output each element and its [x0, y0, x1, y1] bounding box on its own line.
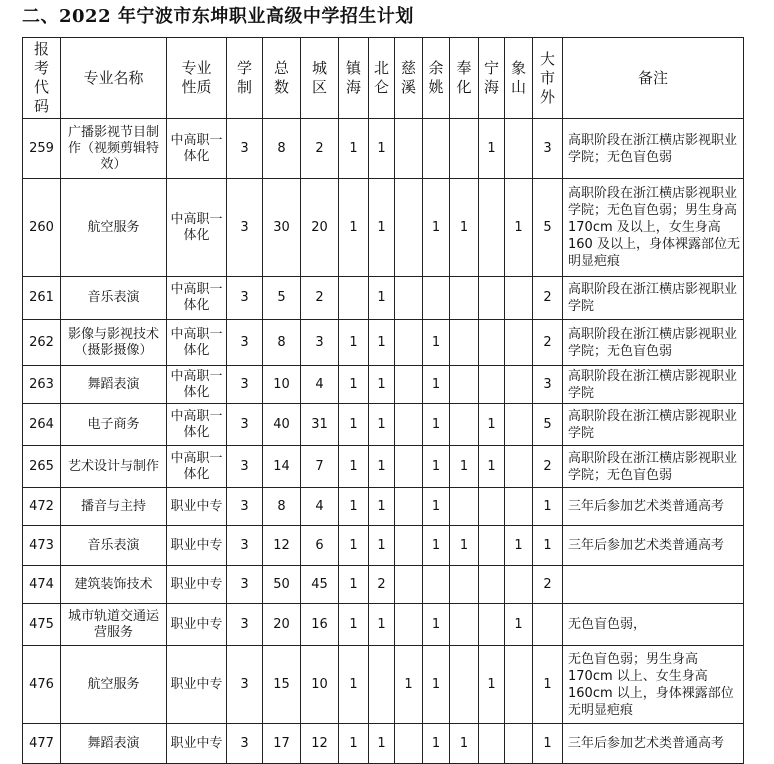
- code-cell: 261: [23, 277, 61, 320]
- fenghua-cell: 1: [450, 724, 479, 764]
- nature-cell: 中高职一体化: [167, 320, 227, 366]
- urban-cell: 2: [301, 277, 339, 320]
- urban-cell: 20: [301, 179, 339, 277]
- years-cell: 3: [227, 526, 263, 566]
- header-years: 学制: [227, 38, 263, 119]
- remarks-cell: 高职阶段在浙江横店影视职业学院；无色盲色弱；男生身高 170cm 及以上，女生身高 160 及以上，身体裸露部位无明显疤痕: [563, 179, 744, 277]
- fenghua-cell: [450, 604, 479, 646]
- urban-cell: 4: [301, 366, 339, 404]
- cixi-cell: [395, 277, 423, 320]
- beilun-cell: 1: [369, 604, 395, 646]
- nature-cell: 中高职一体化: [167, 119, 227, 179]
- ninghai-cell: [479, 526, 505, 566]
- zhenhai-cell: 1: [339, 404, 369, 446]
- zhenhai-cell: 1: [339, 366, 369, 404]
- header-fenghua: 奉化: [450, 38, 479, 119]
- fenghua-cell: [450, 320, 479, 366]
- table-row: [23, 320, 744, 366]
- yuyao-cell: 1: [423, 488, 450, 526]
- remarks-cell: 三年后参加艺术类普通高考: [563, 724, 744, 764]
- remarks-cell: [563, 566, 744, 604]
- beilun-cell: 1: [369, 404, 395, 446]
- name-cell: 广播影视节目制作（视频剪辑特效）: [61, 119, 167, 179]
- fenghua-cell: 1: [450, 446, 479, 488]
- yuyao-cell: 1: [423, 526, 450, 566]
- remarks-cell: 高职阶段在浙江横店影视职业学院: [563, 277, 744, 320]
- page-title: 二、2022 年宁波市东坤职业高级中学招生计划: [22, 6, 414, 27]
- nature-cell: 职业中专: [167, 724, 227, 764]
- outside-cell: 1: [533, 724, 563, 764]
- urban-cell: 45: [301, 566, 339, 604]
- outside-cell: 1: [533, 488, 563, 526]
- total-cell: 20: [263, 604, 301, 646]
- header-name: 专业名称: [61, 38, 167, 119]
- yuyao-cell: 1: [423, 446, 450, 488]
- header-xiangshan: 象山: [505, 38, 533, 119]
- remarks-cell: 高职阶段在浙江横店影视职业学院: [563, 404, 744, 446]
- urban-cell: 6: [301, 526, 339, 566]
- total-cell: 5: [263, 277, 301, 320]
- header-nature: 专业性质: [167, 38, 227, 119]
- nature-cell: 职业中专: [167, 646, 227, 724]
- years-cell: 3: [227, 179, 263, 277]
- yuyao-cell: 1: [423, 724, 450, 764]
- total-cell: 12: [263, 526, 301, 566]
- zhenhai-cell: [339, 277, 369, 320]
- fenghua-cell: 1: [450, 526, 479, 566]
- header-total: 总数: [263, 38, 301, 119]
- beilun-cell: 1: [369, 724, 395, 764]
- remarks-cell: 三年后参加艺术类普通高考: [563, 526, 744, 566]
- xiangshan-cell: [505, 724, 533, 764]
- urban-cell: 3: [301, 320, 339, 366]
- header-ninghai: 宁海: [479, 38, 505, 119]
- cixi-cell: [395, 119, 423, 179]
- remarks-cell: 高职阶段在浙江横店影视职业学院；无色盲色弱: [563, 320, 744, 366]
- beilun-cell: 2: [369, 566, 395, 604]
- cixi-cell: [395, 404, 423, 446]
- code-cell: 265: [23, 446, 61, 488]
- total-cell: 10: [263, 366, 301, 404]
- yuyao-cell: 1: [423, 320, 450, 366]
- cixi-cell: [395, 488, 423, 526]
- zhenhai-cell: 1: [339, 526, 369, 566]
- cixi-cell: 1: [395, 646, 423, 724]
- remarks-cell: 高职阶段在浙江横店影视职业学院；无色盲色弱: [563, 119, 744, 179]
- years-cell: 3: [227, 488, 263, 526]
- yuyao-cell: 1: [423, 646, 450, 724]
- xiangshan-cell: [505, 488, 533, 526]
- fenghua-cell: [450, 488, 479, 526]
- years-cell: 3: [227, 366, 263, 404]
- enrollment-plan-table: [22, 37, 744, 764]
- total-cell: 8: [263, 320, 301, 366]
- remarks-cell: 无色盲色弱；男生身高 170cm 以上、女生身高 160cm 以上，身体裸露部位无明显疤痕: [563, 646, 744, 724]
- fenghua-cell: [450, 566, 479, 604]
- cixi-cell: [395, 526, 423, 566]
- total-cell: 40: [263, 404, 301, 446]
- header-beilun: 北仑: [369, 38, 395, 119]
- cixi-cell: [395, 604, 423, 646]
- cixi-cell: [395, 446, 423, 488]
- xiangshan-cell: [505, 404, 533, 446]
- years-cell: 3: [227, 566, 263, 604]
- name-cell: 艺术设计与制作: [61, 446, 167, 488]
- name-cell: 航空服务: [61, 646, 167, 724]
- header-remarks: 备注: [563, 38, 744, 119]
- outside-cell: 5: [533, 179, 563, 277]
- years-cell: 3: [227, 119, 263, 179]
- xiangshan-cell: [505, 366, 533, 404]
- fenghua-cell: [450, 646, 479, 724]
- table-row: [23, 277, 744, 320]
- total-cell: 8: [263, 488, 301, 526]
- table-row: [23, 646, 744, 724]
- code-cell: 260: [23, 179, 61, 277]
- outside-cell: 3: [533, 366, 563, 404]
- zhenhai-cell: 1: [339, 646, 369, 724]
- years-cell: 3: [227, 646, 263, 724]
- zhenhai-cell: 1: [339, 488, 369, 526]
- nature-cell: 职业中专: [167, 488, 227, 526]
- outside-cell: 1: [533, 526, 563, 566]
- fenghua-cell: [450, 277, 479, 320]
- name-cell: 音乐表演: [61, 526, 167, 566]
- yuyao-cell: [423, 119, 450, 179]
- ninghai-cell: 1: [479, 119, 505, 179]
- zhenhai-cell: 1: [339, 320, 369, 366]
- cixi-cell: [395, 566, 423, 604]
- total-cell: 8: [263, 119, 301, 179]
- xiangshan-cell: [505, 446, 533, 488]
- ninghai-cell: [479, 277, 505, 320]
- total-cell: 14: [263, 446, 301, 488]
- fenghua-cell: [450, 119, 479, 179]
- code-cell: 472: [23, 488, 61, 526]
- outside-cell: 2: [533, 320, 563, 366]
- ninghai-cell: [479, 566, 505, 604]
- nature-cell: 职业中专: [167, 526, 227, 566]
- urban-cell: 4: [301, 488, 339, 526]
- code-cell: 474: [23, 566, 61, 604]
- cixi-cell: [395, 179, 423, 277]
- years-cell: 3: [227, 446, 263, 488]
- zhenhai-cell: 1: [339, 119, 369, 179]
- outside-cell: 3: [533, 119, 563, 179]
- table-header-row: [23, 38, 744, 119]
- urban-cell: 10: [301, 646, 339, 724]
- xiangshan-cell: 1: [505, 179, 533, 277]
- urban-cell: 2: [301, 119, 339, 179]
- fenghua-cell: [450, 366, 479, 404]
- ninghai-cell: [479, 724, 505, 764]
- remarks-cell: 高职阶段在浙江横店影视职业学院；无色盲色弱: [563, 446, 744, 488]
- ninghai-cell: [479, 366, 505, 404]
- name-cell: 航空服务: [61, 179, 167, 277]
- beilun-cell: 1: [369, 446, 395, 488]
- urban-cell: 16: [301, 604, 339, 646]
- xiangshan-cell: 1: [505, 604, 533, 646]
- beilun-cell: 1: [369, 366, 395, 404]
- years-cell: 3: [227, 724, 263, 764]
- fenghua-cell: [450, 404, 479, 446]
- header-urban: 城区: [301, 38, 339, 119]
- yuyao-cell: 1: [423, 366, 450, 404]
- beilun-cell: [369, 646, 395, 724]
- yuyao-cell: 1: [423, 179, 450, 277]
- fenghua-cell: 1: [450, 179, 479, 277]
- name-cell: 舞蹈表演: [61, 366, 167, 404]
- ninghai-cell: 1: [479, 446, 505, 488]
- code-cell: 476: [23, 646, 61, 724]
- header-code: 报考代码: [23, 38, 61, 119]
- cixi-cell: [395, 320, 423, 366]
- header-zhenhai: 镇海: [339, 38, 369, 119]
- name-cell: 电子商务: [61, 404, 167, 446]
- code-cell: 259: [23, 119, 61, 179]
- outside-cell: [533, 604, 563, 646]
- years-cell: 3: [227, 604, 263, 646]
- total-cell: 17: [263, 724, 301, 764]
- ninghai-cell: 1: [479, 646, 505, 724]
- name-cell: 音乐表演: [61, 277, 167, 320]
- code-cell: 264: [23, 404, 61, 446]
- beilun-cell: 1: [369, 488, 395, 526]
- xiangshan-cell: [505, 320, 533, 366]
- remarks-cell: 无色盲色弱，: [563, 604, 744, 646]
- beilun-cell: 1: [369, 119, 395, 179]
- table-row: [23, 404, 744, 446]
- ninghai-cell: [479, 488, 505, 526]
- zhenhai-cell: 1: [339, 179, 369, 277]
- cixi-cell: [395, 366, 423, 404]
- xiangshan-cell: [505, 277, 533, 320]
- outside-cell: 2: [533, 277, 563, 320]
- code-cell: 475: [23, 604, 61, 646]
- xiangshan-cell: [505, 646, 533, 724]
- table-row: [23, 526, 744, 566]
- total-cell: 50: [263, 566, 301, 604]
- header-yuyao: 余姚: [423, 38, 450, 119]
- table-row: [23, 488, 744, 526]
- yuyao-cell: 1: [423, 404, 450, 446]
- remarks-cell: 三年后参加艺术类普通高考: [563, 488, 744, 526]
- xiangshan-cell: [505, 566, 533, 604]
- yuyao-cell: [423, 277, 450, 320]
- name-cell: 舞蹈表演: [61, 724, 167, 764]
- yuyao-cell: [423, 566, 450, 604]
- years-cell: 3: [227, 404, 263, 446]
- outside-cell: 1: [533, 646, 563, 724]
- beilun-cell: 1: [369, 320, 395, 366]
- table-row: [23, 724, 744, 764]
- xiangshan-cell: 1: [505, 526, 533, 566]
- nature-cell: 中高职一体化: [167, 277, 227, 320]
- outside-cell: 2: [533, 566, 563, 604]
- urban-cell: 31: [301, 404, 339, 446]
- zhenhai-cell: 1: [339, 724, 369, 764]
- outside-cell: 5: [533, 404, 563, 446]
- nature-cell: 职业中专: [167, 566, 227, 604]
- zhenhai-cell: 1: [339, 566, 369, 604]
- table-row: [23, 604, 744, 646]
- yuyao-cell: 1: [423, 604, 450, 646]
- table-body: [23, 119, 744, 764]
- beilun-cell: 1: [369, 277, 395, 320]
- xiangshan-cell: [505, 119, 533, 179]
- nature-cell: 中高职一体化: [167, 179, 227, 277]
- zhenhai-cell: 1: [339, 446, 369, 488]
- beilun-cell: 1: [369, 526, 395, 566]
- beilun-cell: 1: [369, 179, 395, 277]
- table-row: [23, 446, 744, 488]
- code-cell: 262: [23, 320, 61, 366]
- years-cell: 3: [227, 277, 263, 320]
- name-cell: 影像与影视技术（摄影摄像）: [61, 320, 167, 366]
- nature-cell: 职业中专: [167, 604, 227, 646]
- remarks-cell: 高职阶段在浙江横店影视职业学院: [563, 366, 744, 404]
- name-cell: 播音与主持: [61, 488, 167, 526]
- urban-cell: 7: [301, 446, 339, 488]
- table-row: [23, 366, 744, 404]
- header-cixi: 慈溪: [395, 38, 423, 119]
- name-cell: 建筑装饰技术: [61, 566, 167, 604]
- total-cell: 30: [263, 179, 301, 277]
- code-cell: 473: [23, 526, 61, 566]
- header-outside: 大市外: [533, 38, 563, 119]
- nature-cell: 中高职一体化: [167, 404, 227, 446]
- ninghai-cell: [479, 179, 505, 277]
- years-cell: 3: [227, 320, 263, 366]
- ninghai-cell: 1: [479, 404, 505, 446]
- urban-cell: 12: [301, 724, 339, 764]
- nature-cell: 中高职一体化: [167, 446, 227, 488]
- zhenhai-cell: 1: [339, 604, 369, 646]
- outside-cell: 2: [533, 446, 563, 488]
- name-cell: 城市轨道交通运营服务: [61, 604, 167, 646]
- code-cell: 263: [23, 366, 61, 404]
- total-cell: 15: [263, 646, 301, 724]
- cixi-cell: [395, 724, 423, 764]
- ninghai-cell: [479, 320, 505, 366]
- code-cell: 477: [23, 724, 61, 764]
- nature-cell: 中高职一体化: [167, 366, 227, 404]
- table-row: [23, 119, 744, 179]
- ninghai-cell: [479, 604, 505, 646]
- table-row: [23, 179, 744, 277]
- table-row: [23, 566, 744, 604]
